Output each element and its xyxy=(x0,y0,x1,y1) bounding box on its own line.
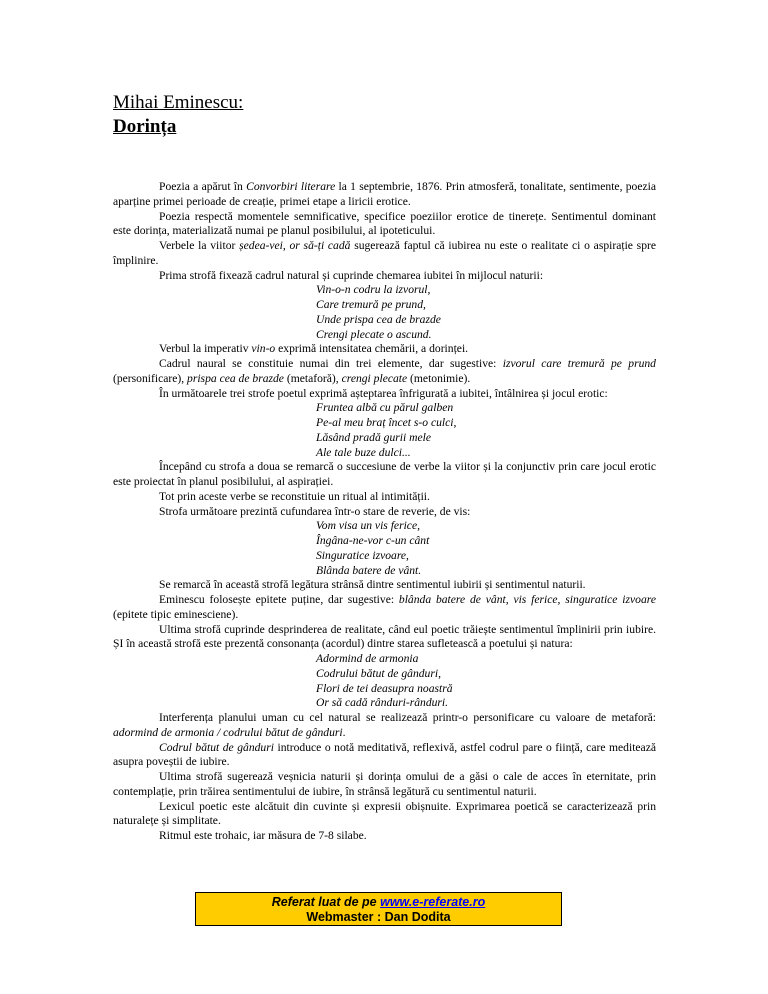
text: Eminescu folosește epitete puține, dar sugestive: xyxy=(159,593,399,606)
verse-line: Care tremură pe prund, xyxy=(316,298,426,311)
italic-text: crengi plecate xyxy=(341,371,408,385)
paragraph xyxy=(113,711,656,741)
italic-text: Convorbiri literare xyxy=(246,180,336,193)
italic-text: adormind de armonia / codrului bătut de gânduri xyxy=(113,725,343,739)
verse-line: Singuratice izvoare, xyxy=(316,548,409,562)
text: (metonimie). xyxy=(407,371,471,385)
author-heading: Mihai Eminescu: xyxy=(113,92,244,113)
referral-footer-box xyxy=(195,892,562,926)
text: la 1 septembrie, 1876. Prin atmosferă, tonalitate, sentimente, poezia aparține primei perioade de creație, primei etape a liricii erotice. xyxy=(113,180,656,208)
webmaster-line: Webmaster : Dan Dodita xyxy=(306,910,451,924)
text: . xyxy=(342,725,346,739)
verse-line: Codrului bătut de gânduri, xyxy=(316,666,441,680)
paragraph xyxy=(113,593,656,623)
text: (epitete tipic eminesciene). xyxy=(113,607,239,621)
text: introduce o notă meditativă, reflexivă, astfel codrul pare o ființă, care meditează asupra poveștii de iubire. xyxy=(113,740,656,769)
poem-stanza-2 xyxy=(113,401,656,460)
text: exprimă intensitatea chemării, a dorinței. xyxy=(275,342,469,356)
paragraph: Ritmul este trohaic, iar măsura de 7-8 silabe. xyxy=(159,829,367,842)
text: Poezia a apărut în xyxy=(159,180,247,193)
site-link[interactable]: www.e-referate.ro xyxy=(380,895,486,909)
verse-line: Fruntea albă cu părul galben xyxy=(316,401,454,415)
poem-stanza-4 xyxy=(113,652,656,711)
italic-text: vin-o xyxy=(251,342,276,356)
paragraph xyxy=(113,342,656,357)
verse-line: Adormind de armonia xyxy=(316,652,419,665)
paragraph xyxy=(113,239,656,269)
text: Verbul la imperativ xyxy=(159,342,252,356)
paragraph: În următoarele trei strofe poetul exprimă așteptarea înfrigurată a iubitei, întâlnirea și jocul erotic: xyxy=(159,386,608,400)
text: Verbele la viitor xyxy=(159,239,240,252)
italic-text: izvorul care tremură pe prund xyxy=(502,357,656,370)
paragraph: Tot prin aceste verbe se reconstituie un ritual al intimității. xyxy=(159,489,430,503)
italic-text: Codrul bătut de gânduri xyxy=(159,740,274,754)
paragraph xyxy=(113,741,656,771)
paragraph: Ultima strofă sugerează veșnicia naturii și dorința omului de a găsi o cale de acces în eternitate, prin contemplație, prin trăirea sentimentului de iubire, în strânsă legătură cu sentimentul naturii. xyxy=(113,770,656,798)
paragraph xyxy=(113,357,656,387)
paragraph: Ultima strofă cuprinde desprinderea de realitate, când eul poetic trăiește sentimentul împlinirii prin iubire. ȘI în această strofă este prezentă consonanța (acordul) dintre starea sufletească a poetului și natura: xyxy=(113,622,656,651)
text: (personificare), xyxy=(113,371,188,385)
paragraph: Strofa următoare prezintă cufundarea într-o stare de reverie, de vis: xyxy=(159,504,471,518)
poem-stanza-1 xyxy=(113,283,656,342)
footer-prefix: Referat luat de pe xyxy=(271,895,381,909)
paragraph: Poezia respectă momentele semnificative, specifice poeziilor erotice de tinerețe. Sentimentul dominant este dorința, materializată numai pe planul posibilului, al ipoteticului. xyxy=(113,209,656,238)
paragraph: Se remarcă în această strofă legătura strânsă dintre sentimentul iubirii și sentimentul naturii. xyxy=(159,578,586,592)
verse-line: Vom visa un vis ferice, xyxy=(316,519,420,533)
paragraph: Începând cu strofa a doua se remarcă o succesiune de verbe la viitor și la conjunctiv prin care jocul erotic este proiectat în planul posibilului, al aspirației. xyxy=(113,460,656,488)
verse-line: Or să cadă rânduri-rânduri. xyxy=(316,696,449,710)
verse-line: Ale tale buze dulci... xyxy=(316,445,411,459)
paragraph xyxy=(113,180,656,210)
verse-line: Unde prispa cea de brazde xyxy=(316,312,441,326)
verse-line: Flori de tei deasupra noastră xyxy=(316,681,453,695)
verse-line: Crengi plecate o ascund. xyxy=(316,327,432,341)
text: Cadrul naural se constituie numai din trei elemente, dar sugestive: xyxy=(159,357,503,370)
text: Interferența planului uman cu cel natural se realizează printr-o personificare cu valoare de metaforă: xyxy=(159,711,656,724)
italic-text: blânda batere de vânt, vis ferice, singuratice izvoare xyxy=(398,593,656,606)
poem-stanza-3 xyxy=(113,519,656,578)
poem-title: Dorința xyxy=(113,116,177,137)
verse-line: Pe-al meu braț încet s-o culci, xyxy=(316,416,457,429)
italic-text: prispa cea de brazde xyxy=(187,371,284,385)
text: sugerează faptul că iubirea nu este o realitate ci o aspirație spre împlinire. xyxy=(113,239,656,267)
italic-text: ședea-vei, or să-ți cadă xyxy=(239,239,351,252)
verse-line: Lăsând pradă gurii mele xyxy=(316,430,431,444)
verse-line: Blânda batere de vânt. xyxy=(316,563,422,577)
paragraph: Prima strofă fixează cadrul natural și cuprinde chemarea iubitei în mijlocul naturii: xyxy=(159,268,544,282)
footer-line-1 xyxy=(196,895,561,910)
verse-line: Îngâna-ne-vor c-un cânt xyxy=(316,534,430,547)
essay-body xyxy=(113,180,656,844)
text: (metaforă), xyxy=(283,371,342,385)
verse-line: Vin-o-n codru la izvorul, xyxy=(316,283,431,297)
paragraph: Lexicul poetic este alcătuit din cuvinte și expresii obișnuite. Exprimarea poetică se caracterizează prin naturalețe și simplitate. xyxy=(113,799,656,828)
